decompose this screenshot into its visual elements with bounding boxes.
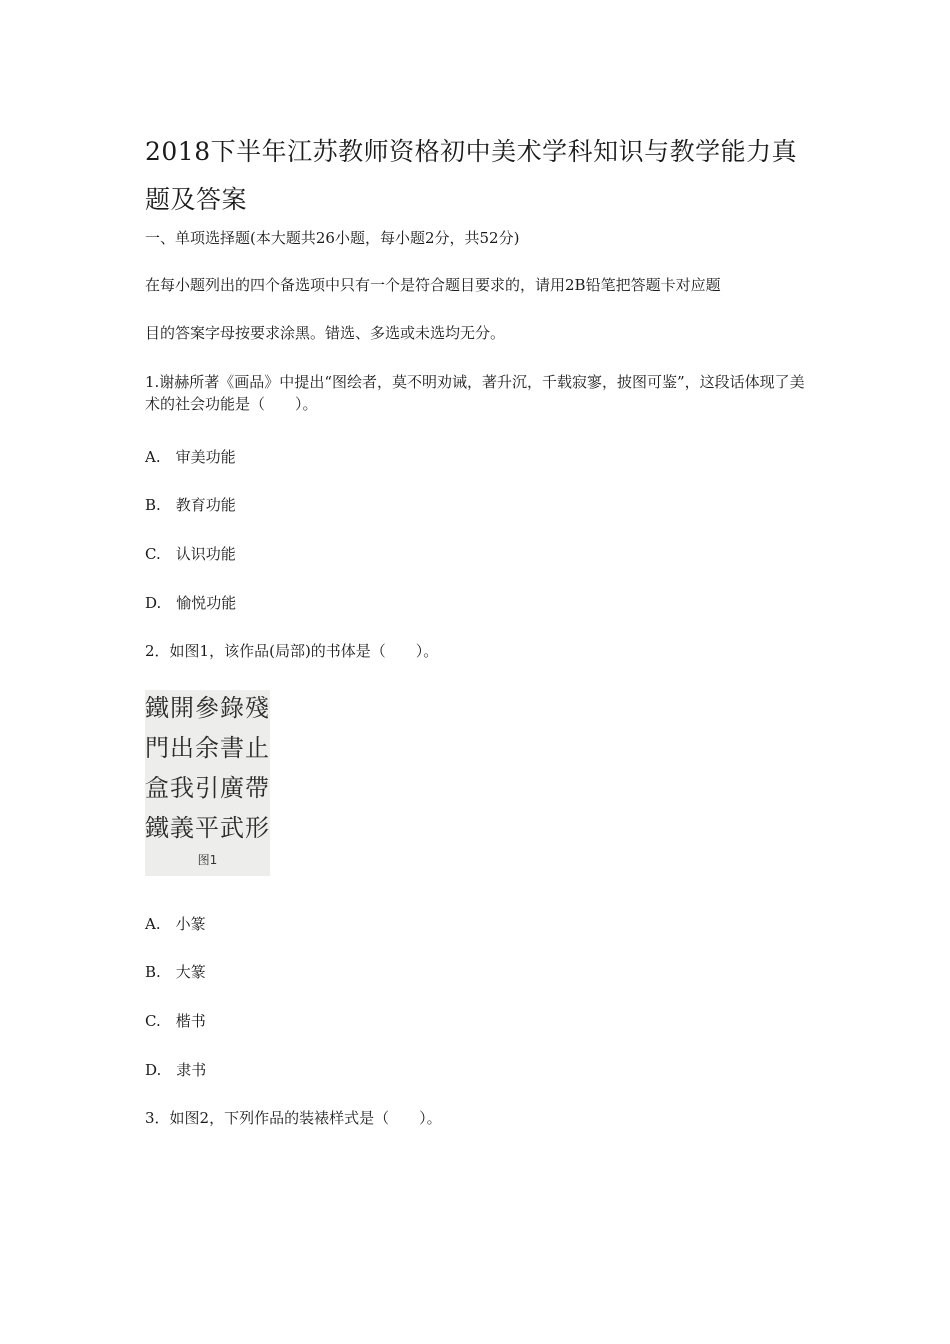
seal-glyph-r2c2: 出 [170,734,194,762]
question-2-stem: 2．如图1，该作品(局部)的书体是（ ）。 [145,642,439,660]
question-1-option-a: A. 审美功能 [145,448,236,466]
question-1-option-b: B. 教育功能 [145,496,236,514]
seal-glyph-r2c4: 書 [220,734,244,762]
seal-glyph-r3c4: 廣 [220,774,244,802]
seal-glyph-r1c5: 殘 [245,694,269,722]
seal-glyph-r4c2: 義 [170,814,194,842]
seal-glyph-r1c2: 開 [170,694,194,722]
question-1-option-d: D. 愉悦功能 [145,594,237,612]
seal-glyph-r2c5: 止 [245,734,269,762]
question-3-stem: 3．如图2，下列作品的装裱样式是（ ）。 [145,1109,442,1127]
seal-glyph-r1c4: 錄 [220,694,244,722]
section-heading: 一、单项选择题(本大题共26小题，每小题2分，共52分) [145,229,520,247]
question-2-option-c: C. 楷书 [145,1012,206,1030]
question-2-option-d: D. 隶书 [145,1061,207,1079]
figure-1-caption: 图1 [197,853,218,867]
question-2-option-b: B. 大篆 [145,963,206,981]
question-1-option-c: C. 认识功能 [145,545,236,563]
seal-glyph-r3c5: 帶 [245,774,269,802]
seal-glyph-r3c3: 引 [195,774,219,802]
seal-glyph-r2c1: 門 [145,734,169,762]
seal-glyph-r3c1: 盒 [145,774,169,802]
instructions-line-2: 目的答案字母按要求涂黑。错选、多选或未选均无分。 [145,324,506,342]
seal-glyph-r4c4: 武 [220,814,244,842]
instructions-line-1: 在每小题列出的四个备选项中只有一个是符合题目要求的，请用2B铅笔把答题卡对应题 [145,276,721,294]
document-title-line-2: 题及答案 [145,185,248,214]
seal-glyph-r4c3: 平 [195,814,219,842]
document-title-line-1: 2018下半年江苏教师资格初中美术学科知识与教学能力真 [145,137,798,166]
figure-1-seal-script-image [145,690,270,876]
seal-glyph-r4c5: 形 [245,814,269,842]
seal-glyph-r3c2: 我 [170,774,194,802]
seal-script-glyph-grid [145,690,270,848]
seal-glyph-r1c3: 參 [195,694,219,722]
seal-glyph-r4c1: 鐵 [145,814,169,842]
seal-glyph-r1c1: 鐵 [145,694,169,722]
question-1-stem: 1.谢赫所著《画品》中提出“图绘者，莫不明劝诫，著升沉，千载寂寥，披图可鉴”，这段话体现了美术的社会功能是（ ）。 [145,373,805,413]
question-2-option-a: A. 小篆 [145,915,206,933]
seal-glyph-r2c3: 余 [195,734,219,762]
